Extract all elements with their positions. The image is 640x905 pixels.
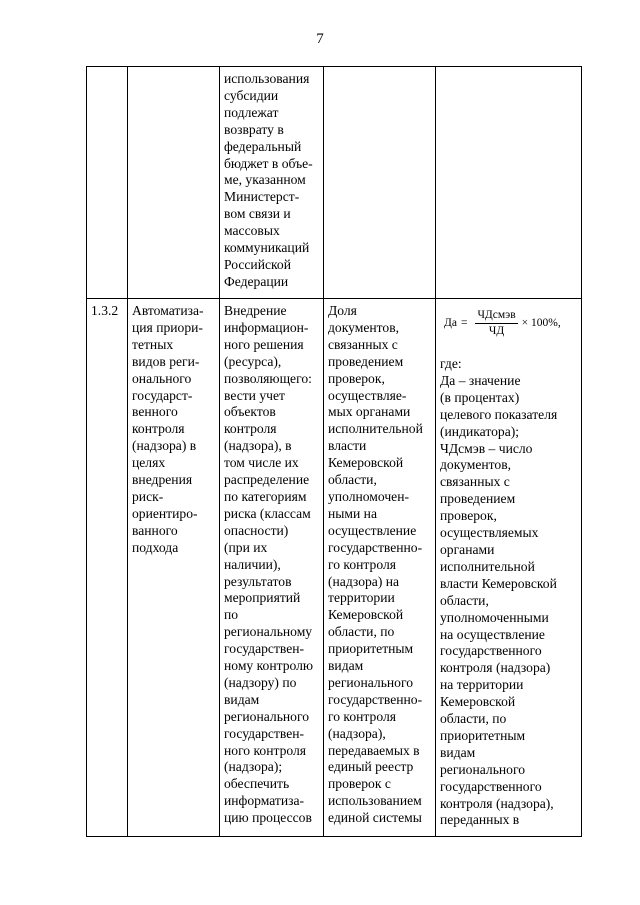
cell-method — [436, 67, 582, 299]
page-number: 7 — [316, 31, 324, 47]
cell-method — [436, 299, 582, 837]
cell-number — [87, 67, 128, 299]
formula-equals: = — [460, 317, 468, 329]
table-row — [87, 299, 582, 837]
formula-rhs: × 100%, — [521, 317, 561, 329]
method-text: где: Да – значение (в процентах) целевого показателя (индикатора); ЧДсмэв – число документов, связанных с проведением проверок, осуществляемых органами исполнительной власти Кемеровской области, уполномоченными на осуществление государственного контроля (надзора) на территории Кемеровской области, по приоритетным видам регионального государственного контроля (надзора), переданных в — [440, 356, 558, 828]
formula-denominator: ЧД — [488, 325, 505, 337]
cell-number: 1.3.2 — [87, 299, 128, 837]
formula — [440, 303, 578, 342]
cell-indicator: Доля документов, связанных с проведением проверок, осуществляе- мых органами исполнительной власти Кемеровской области, уполномочен- ными на осуществление государственно- го контроля (надзора) на территории Кемеровской области, по приоритетным видам регионального государственно- го контроля (надзора), передаваемых в единый реестр проверок с использованием единой системы — [324, 299, 436, 837]
program-table — [86, 66, 582, 837]
formula-lhs: Да — [444, 317, 457, 329]
cell-indicator — [324, 67, 436, 299]
formula-numerator: ЧДсмэв — [475, 309, 517, 324]
cell-description: использования субсидии подлежат возврату в федеральный бюджет в объе- ме, указанном Министерст- вом связи и массовых коммуникаций Российской Федерации — [220, 67, 324, 299]
table-row — [87, 67, 582, 299]
cell-name: Автоматиза- ция приори- тетных видов реги- онального государст- венного контроля (надзора) в целях внедрения риск- ориентиро- ванного подхода — [128, 299, 220, 837]
formula-fraction — [475, 309, 517, 338]
cell-name — [128, 67, 220, 299]
cell-description: Внедрение информацион- ного решения (ресурса), позволяющего: вести учет объектов контроля (надзора), в том числе их распределение по категориям риска (классам опасности) (при их наличии), результатов мероприятий по региональному государствен- ному контролю (надзору) по видам регионального государствен- ного контроля (надзора); обеспечить информатиза- цию процессов — [220, 299, 324, 837]
